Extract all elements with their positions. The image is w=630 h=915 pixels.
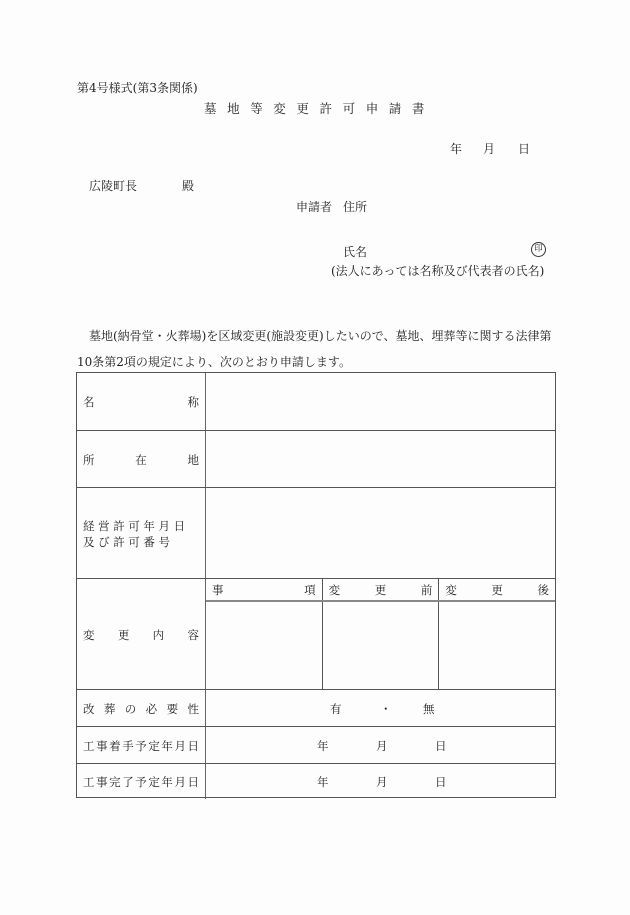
permit-field[interactable] [206,488,555,579]
label-char: 予 [135,738,147,753]
header-char: 変 [445,582,457,597]
label-char: 了 [122,774,134,789]
label-char: 日 [187,774,199,789]
end-date-field[interactable] [206,764,555,799]
start-month-label: 月 [376,738,388,753]
label-char: 月 [174,774,186,789]
name-note: (法人にあっては名称及び代表者の氏名) [331,264,545,278]
label-char: 所 [83,452,95,467]
header-char: 更 [374,582,387,597]
label-char: 要 [166,701,179,716]
reburial-field [206,690,555,727]
label-change [77,579,206,690]
document-title: 墓地等変更許可申請書 [204,101,436,116]
label-char: 予 [135,774,147,789]
end-year-label: 年 [317,774,329,789]
column-header-before [323,579,440,600]
label-end-date [77,764,206,799]
label-char: 内 [152,627,165,642]
change-item-field[interactable] [206,602,323,690]
end-month-label: 月 [376,774,388,789]
location-field[interactable] [206,431,555,488]
addressee-honorific: 殿 [182,179,195,193]
form-number: 第4号様式(第3条関係) [77,81,198,95]
change-before-field[interactable] [323,602,440,690]
date-day-label: 日 [518,142,531,156]
column-header-after [439,579,555,600]
label-char: 在 [135,452,147,467]
table-row-permit [77,487,555,579]
label-char: 定 [148,774,160,789]
label-char: 変 [83,627,95,642]
change-body [206,602,555,690]
label-char: 月 [174,738,186,753]
start-year-label: 年 [317,738,329,753]
header-char: 項 [304,582,316,597]
name-field[interactable] [206,373,555,430]
date-month-label: 月 [483,142,496,156]
header-char: 更 [491,582,503,597]
label-char: 事 [96,738,108,753]
label-char: 着 [109,738,121,753]
application-table [76,372,556,798]
label-char: 工 [83,738,95,753]
end-day-label: 日 [435,774,447,789]
header-char: 前 [420,582,433,597]
start-day-label: 日 [435,738,447,753]
label-char: 事 [96,774,108,789]
change-after-field[interactable] [439,602,555,690]
label-char: 葬 [103,701,116,716]
label-char: 必 [145,701,158,716]
label-char: 更 [117,627,130,642]
header-char: 変 [328,582,341,597]
label-start-date [77,727,206,764]
column-header-item [206,579,323,600]
label-char: 定 [148,738,160,753]
statement-line-1: 墓地(納骨堂・火葬場)を区域変更(施設変更)したいので、墓地、埋葬等に関する法律第 [89,329,552,343]
table-row-change [77,578,555,690]
start-date-field[interactable] [206,727,555,764]
application-statement [77,323,557,375]
option-separator: ・ [380,701,392,716]
label-char: の [124,701,137,716]
table-row-start-date [77,726,555,764]
seal-icon: 印 [531,242,546,257]
table-row-location [77,430,555,488]
label-char: 地 [187,452,199,467]
label-char: 改 [83,701,95,716]
table-row-end-date [77,763,555,799]
addressee-name: 広陵町長 [89,179,138,193]
address-label: 住所 [343,200,368,214]
label-char: 性 [187,701,199,716]
label-char: 完 [109,774,121,789]
table-row-reburial [77,689,555,727]
option-yes[interactable]: 有 [330,701,342,716]
header-char: 後 [537,582,549,597]
option-no[interactable]: 無 [423,701,435,716]
label-char: 名 [83,394,95,409]
applicant-label: 申請者 [296,200,333,214]
label-char: 手 [122,738,134,753]
change-subheader [206,579,555,602]
date-year-label: 年 [450,142,463,156]
header-char: 事 [212,582,224,597]
label-char: 容 [187,627,199,642]
label-char: 年 [161,738,173,753]
statement-line-2: 10条第2項の規定により、次のとおり申請します。 [77,355,351,369]
label-name [77,373,206,430]
label-location [77,431,206,488]
label-permit: 経営許可年月日及び許可番号 [77,488,206,579]
label-char: 称 [187,394,199,409]
label-reburial [77,690,206,727]
name-label: 氏名 [343,245,368,259]
label-char: 工 [83,774,95,789]
label-char: 年 [161,774,173,789]
table-row-name [77,373,555,430]
label-char: 日 [187,738,199,753]
